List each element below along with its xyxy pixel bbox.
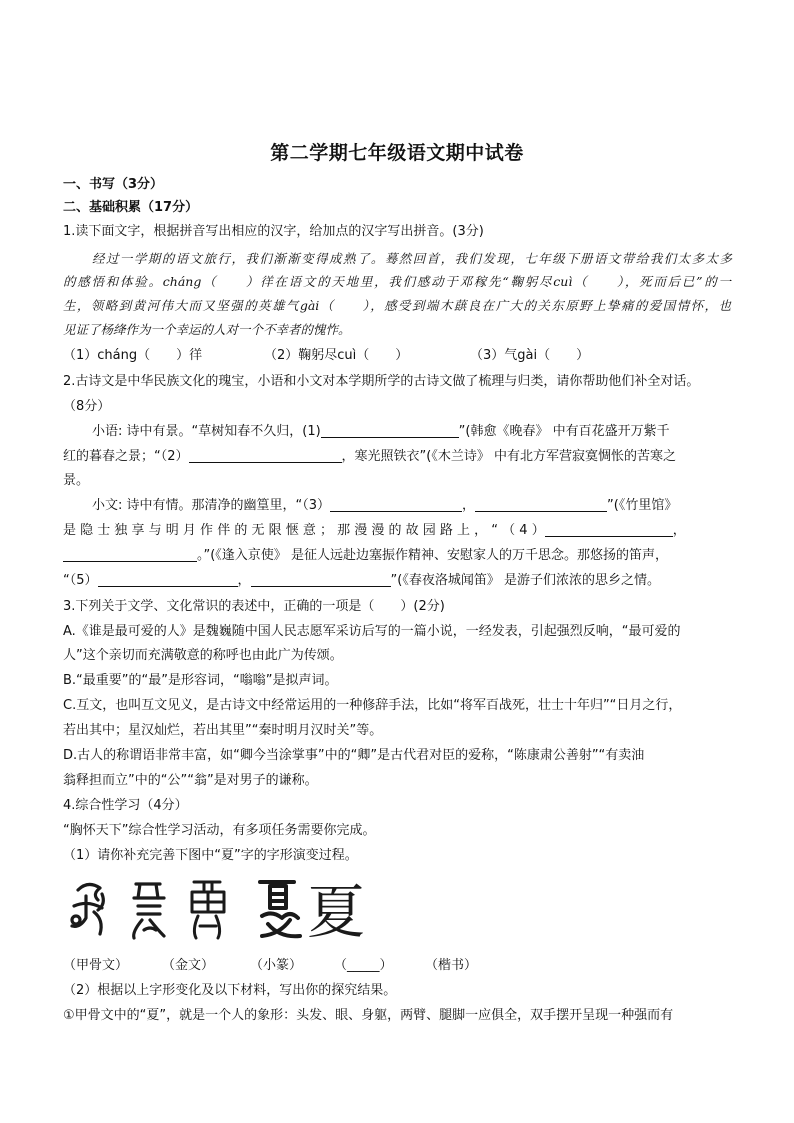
q2-points: （8分） bbox=[63, 399, 111, 414]
label-blank-script[interactable]: （_____） bbox=[334, 958, 393, 973]
q3-option-d-line-2: 翁释担而立”中的“公”“翁”是对男子的谦称。 bbox=[63, 773, 318, 788]
q1-passage-line-1: 经过一学期的语文旅行，我们渐渐变得成熟了。蓦然回首，我们发现，七年级下册语文带给我们太多太多 bbox=[92, 251, 732, 266]
q1-answer-2: （2）鞠躬尽cuì（ ） bbox=[264, 348, 409, 363]
answer-blank-3b[interactable] bbox=[475, 497, 607, 512]
q1-stem: 1.读下面文字，根据拼音写出相应的汉字，给加点的汉字写出拼音。(3分) bbox=[63, 224, 484, 239]
q1-passage-line-3: 生，领略到黄河伟大而又坚强的英雄气gài（ ），感受到端木蕻良在广大的关东原野上挚痛的爱国情怀，也 bbox=[63, 298, 731, 313]
q3-stem: 3.下列关于文学、文化常识的表述中，正确的一项是（ ）(2分) bbox=[63, 599, 445, 614]
q3-option-a-line-2: 人”这个亲切而充满敬意的称呼也由此广为传颂。 bbox=[63, 648, 343, 663]
small-seal-glyph-image bbox=[192, 882, 224, 938]
q4-intro: “胸怀天下”综合性学习活动，有多项任务需要你完成。 bbox=[63, 823, 376, 838]
bronze-glyph-image bbox=[134, 884, 164, 938]
answer-blank-4b[interactable] bbox=[63, 547, 197, 562]
q2-line-4: 小文: 诗中有情。那清净的幽篁里，“（3） ， ”(《竹里馆》 bbox=[92, 498, 678, 513]
q2-line-3: 景。 bbox=[63, 473, 90, 488]
q2-line-7: “（5） ， ”(《春夜洛城闻笛》 是游子们浓浓的思乡之情。 bbox=[63, 573, 660, 588]
label-small-seal: （小篆） bbox=[250, 958, 303, 973]
q3-option-d-line-1: D.古人的称谓语非常丰富，如“卿今当涂掌事”中的“卿”是古代君对臣的爱称，“陈康肃公善射”“有卖油 bbox=[63, 748, 645, 763]
answer-blank-3a[interactable] bbox=[330, 497, 462, 512]
q3-option-c-line-1: C.互文，也叫互文见义，是古诗文中经常运用的一种修辞手法，比如“将军百战死，壮士十年归”“日月之行， bbox=[63, 698, 682, 713]
q3-option-b: B.“最重要”的“最”是形容词，“嗡嗡”是拟声词。 bbox=[63, 673, 338, 688]
answer-blank-5a[interactable] bbox=[98, 572, 238, 587]
q1-answer-3: （3）气gài（ ） bbox=[470, 348, 590, 363]
page-title: 第二学期七年级语文期中试卷 bbox=[270, 142, 524, 164]
q4-material-1: ①甲骨文中的“夏”，就是一个人的象形：头发、眼、身躯，两臂、腿脚一应俱全，双手摆开呈现一种强而有 bbox=[63, 1008, 674, 1023]
clerical-glyph-image bbox=[260, 882, 300, 936]
label-bronze: （金文） bbox=[162, 958, 215, 973]
q2-stem: 2.古诗文是中华民族文化的瑰宝，小语和小文对本学期所学的古诗文做了梳理与归类，请你帮助他们补全对话。 bbox=[63, 374, 700, 389]
q4-stem: 4.综合性学习（4分） bbox=[63, 798, 188, 813]
label-regular-script: （楷书） bbox=[425, 958, 478, 973]
q2-line-6: 。”(《逢入京使》 是征人远赴边塞振作精神、安慰家人的万千思念。那悠扬的笛声， bbox=[63, 547, 668, 565]
q1-passage-line-4: 见证了杨绛作为一个幸运的人对一个不幸者的愧怍。 bbox=[63, 322, 351, 337]
regular-script-glyph: 夏 bbox=[306, 878, 366, 946]
q3-option-a-line-1: A.《谁是最可爱的人》是魏巍随中国人民志愿军采访后写的一篇小说，一经发表，引起强烈反响，“最可爱的 bbox=[63, 624, 681, 639]
q2-line-2: 红的暮春之景；“（2） ，寒光照铁衣”(《木兰诗》 中有北方军营寂寞惆怅的苦寒之 bbox=[63, 449, 676, 464]
q3-option-c-line-2: 若出其中；星汉灿烂，若出其里”“秦时明月汉时关”等。 bbox=[63, 723, 383, 738]
answer-blank-4a[interactable] bbox=[545, 522, 673, 537]
answer-blank-5b[interactable] bbox=[251, 572, 391, 587]
xia-character-evolution-image bbox=[64, 872, 370, 946]
q2-line-5: 是 隐 士 独 享 与 明 月 作 伴 的 无 限 惬 意 ； 那 漫 漫 的 故 园 路 上 ， “ （ 4 ） ， bbox=[63, 523, 686, 538]
answer-blank-2[interactable] bbox=[189, 448, 342, 463]
section-heading-basics: 二、基础积累（17分） bbox=[63, 200, 199, 215]
oracle-bone-glyph-image bbox=[72, 884, 103, 934]
q1-passage-line-2: 的感悟和体验。cháng（ ）徉在语文的天地里，我们感动于邓稼先“鞠躬尽cuì（ ），死而后已”的一 bbox=[63, 274, 731, 289]
q4-sub-question-2: （2）根据以上字形变化及以下材料，写出你的探究结果。 bbox=[63, 983, 397, 998]
section-heading-writing: 一、书写（3分） bbox=[63, 177, 164, 192]
answer-blank-1[interactable] bbox=[321, 423, 459, 438]
q4-sub-question-1: （1）请你补充完善下图中“夏”字的字形演变过程。 bbox=[63, 848, 358, 863]
label-oracle-bone: （甲骨文） bbox=[63, 958, 129, 973]
q1-answer-1: （1）cháng（ ）徉 bbox=[63, 348, 203, 363]
q2-line-1: 小语: 诗中有景。“草树知春不久归，(1) ”(韩愈《晚春》 中有百花盛开万紫千 bbox=[92, 424, 670, 439]
